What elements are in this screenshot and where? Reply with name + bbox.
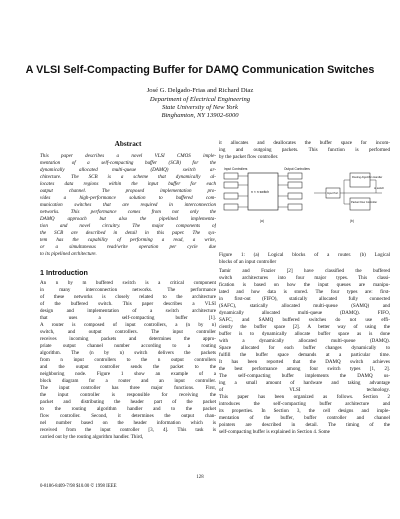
text-line: This paper describes a novel VLSI CMOS imple- [40, 153, 216, 159]
switch-label: n × n switch [251, 190, 269, 194]
affiliation-university: State University of New York [162, 104, 238, 111]
to-switch-label: to switch [374, 187, 385, 190]
paper-title: A VLSI Self-Compacting Buffer for DAMQ Communication Switches [25, 64, 375, 76]
text-line: algorithm. The (n by n) switch delivers the packets [40, 350, 216, 357]
authors: José G. Delgado-Frias and Richard Diaz [146, 87, 254, 94]
text-line: priate output channel number according to a routing [40, 343, 216, 350]
right-column-top-text [219, 140, 390, 161]
text-line: nel number based on the header information which is [40, 420, 216, 427]
text-line: carried out by the routing algorithm handler. Third, [40, 434, 144, 441]
text-line: of the buffered switch. This paper describes a VLSI [40, 301, 216, 308]
text-line: that uses a self-compacting buffer [1]. [40, 315, 216, 322]
text-line: munication switches that are required in interconnection [40, 202, 216, 209]
text-line: An n by m buffered switch is a critical component [40, 280, 216, 286]
text-line: This paper has been organized as follows. Section 2 [219, 394, 390, 401]
text-line: fication is based on how the input queues are manipu- [219, 282, 390, 289]
text-line: from n input controllers to the n output controllers [40, 357, 216, 364]
text-line: locates data regions within the input buffer for each [40, 181, 216, 188]
abstract-body [40, 153, 216, 258]
figure-1-diagram [222, 166, 390, 249]
text-line: of VLSI technology. [219, 387, 390, 394]
packet-flow-controller-box [350, 198, 370, 210]
text-line: vides a high-performance solution to buffered com- [40, 195, 216, 202]
text-line: fulfill the buffer space demands at a particular time. [219, 352, 390, 359]
text-line: neighboring node. Figure 1 show an example of a [40, 371, 216, 378]
text-line: mentation of the buffer, buffer controller and channel [219, 415, 390, 422]
text-line: chitecture. The SCB is a scheme that dynamically al- [40, 174, 216, 181]
page-number: 128 [196, 475, 204, 480]
input-controllers-group [224, 167, 248, 210]
text-line: block diagram for a router and an input controller. [40, 378, 216, 385]
text-line: its properties. In Section 3, the cell designs and imple- [219, 408, 390, 415]
text-line: the input controller is responsible for receiving the [40, 392, 216, 399]
text-line: receives incoming packets and determines the appro- [40, 336, 216, 343]
figure-sublabel-a: (a) [260, 219, 264, 223]
text-line: switch, and output controllers. The input controller [40, 329, 216, 336]
text-line: ing and outgoing packets. This function is performed [219, 147, 390, 154]
output-controller-box [288, 193, 302, 199]
output-controller-box [288, 204, 302, 210]
text-line: tion and novel circuitry. The major components of [40, 223, 216, 230]
text-line: of these networks is closely related to the architecture [40, 294, 216, 301]
figure-sublabel-b: (b) [350, 219, 354, 223]
input-controller-box [224, 193, 238, 199]
text-line: it allocates and deallocates the buffer space for incom- [219, 140, 390, 146]
text-line: tem has the capability of performing a read, a write, [40, 237, 216, 244]
text-line: ciently the buffer space [2]. A better way of using the [219, 324, 390, 331]
text-line: received from the input controller [3, 4]. This task is [40, 427, 216, 434]
routing-handler-label: Routing Algorithm Handler [352, 176, 383, 179]
text-line: The self-compacting buffer implements the DAMQ us- [219, 373, 390, 380]
text-line: ing a small amount of hardware and taking advantage [219, 380, 390, 387]
text-line: design and implementation of a switch architecture [40, 308, 216, 315]
text-line: Space allocated for each buffer changes dynamically to [219, 345, 390, 352]
copyright-footer: 0-8186-8409-7/98 $10.00 © 1998 IEEE [40, 484, 117, 489]
text-line: blocks of an input controller [219, 259, 277, 266]
text-line: SAFC, and SAMQ buffered switches do not use effi- [219, 317, 390, 324]
text-line: the best performance among four switch types [1, 2]. [219, 366, 390, 373]
text-line: DAMQ approach but also the pipelined implementa- [40, 216, 216, 223]
text-line: introduces the self-compacting buffer architecture and [219, 401, 390, 408]
affiliation-address: Binghamton, NY 13902-6000 [161, 112, 239, 119]
text-line: A router is composed of input controllers, a (n by n) [40, 322, 216, 329]
input-controller-box [224, 173, 238, 179]
text-line: The input controller has three major functions. First, [40, 385, 216, 392]
text-line: to the routing algorithm handler and to the packet [40, 406, 216, 413]
output-controller-box [288, 173, 302, 179]
input-controllers-label: Input Controllers [224, 167, 248, 171]
text-line: Figure 1: (a) Logical blocks of a router. (b) Logical [219, 252, 390, 258]
text-line: the SCB are described in detail in this paper. The sys- [40, 230, 216, 237]
abstract-heading: Abstract [114, 140, 142, 148]
introduction-heading: 1 Introduction [40, 268, 88, 277]
text-line: lated and how data is stored. The four types are: first- [219, 289, 390, 296]
introduction-body [40, 280, 216, 441]
input-controller-box [224, 182, 238, 188]
text-line: to its pipelined architecture. [40, 251, 97, 258]
right-column-body [219, 268, 390, 436]
text-line: dynamically allocated multi-queue (DAMQ) switch ar- [40, 167, 216, 174]
output-controllers-label: Output Controllers [284, 167, 310, 171]
text-line: and the output controller sends the packet to the [40, 364, 216, 371]
text-line: buffer is to dynamically allocate buffer space as is done [219, 331, 390, 338]
text-line: Tamir and Frazier [2] have classified the buffered [219, 268, 390, 274]
text-line: flow controller. Second, it determines the output chan- [40, 413, 216, 420]
text-line: switch architectures into four major types. This classi- [219, 275, 390, 282]
figure-1-caption [219, 252, 390, 266]
packet-flow-label: Packet Flow Controller [351, 201, 378, 204]
affiliation-department: Department of Electrical Engineering [149, 96, 251, 103]
text-line: in many interconnection networks. The performance [40, 287, 216, 294]
text-line: in first-out (FIFO), statically allocated fully connected [219, 296, 390, 303]
text-line: self-compacting buffer is explained in Section 4. Some [219, 429, 330, 436]
text-line: with a dynamically allocated multi-queue (DAMQ). [219, 338, 390, 345]
input-port-label: Input Port [327, 192, 339, 195]
text-line: dynamically allocated multi-queue (DAMQ). FIFO, [219, 310, 390, 317]
output-controllers-group [284, 167, 310, 210]
output-controller-box [288, 182, 302, 188]
text-line: mentation of a self-compacting buffer (SCB) for the [40, 160, 216, 167]
text-line: networks. This performance comes from not only the [40, 209, 216, 216]
text-line: by the packet flow controller. [219, 154, 279, 161]
text-line: or a simultaneous read/write operation per cycle due [40, 244, 216, 251]
text-line: output channel. The proposed implementation pro- [40, 188, 216, 195]
text-line: It has been reported that the DAMQ switch achieves [219, 359, 390, 366]
text-line: packet and distributing the header part of the packet [40, 399, 216, 406]
text-line: (SAFC), statically allocated multi-queue (SAMQ) and [219, 303, 390, 310]
text-line: pointers are described in detail. The timing of the [219, 422, 390, 429]
input-controller-box [224, 204, 238, 210]
